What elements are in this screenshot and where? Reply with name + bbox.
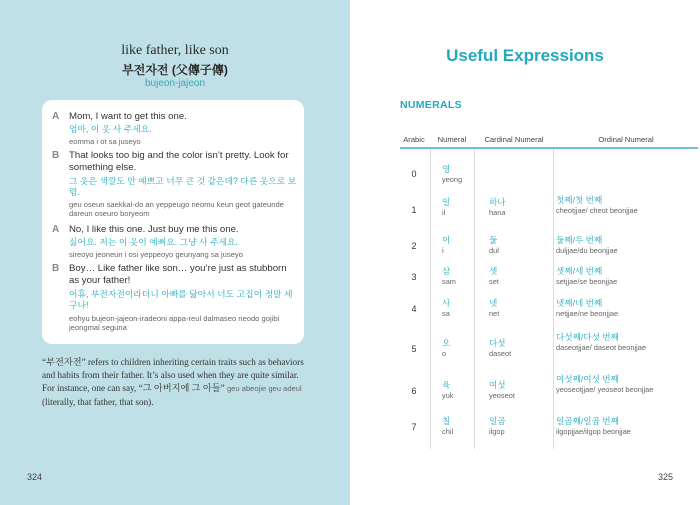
speaker-label: A xyxy=(52,111,60,122)
numeral-korean: 칠 xyxy=(442,416,451,426)
dialogue-roman: eohyu bujeon-jajeon-iradeoni appa-reul dalmaseo neodo gojibi jeongmal seguna xyxy=(69,314,280,332)
column-header-cardinal: Cardinal Numeral xyxy=(484,135,544,144)
column-header-ordinal: Ordinal Numeral xyxy=(598,135,654,144)
ordinal-korean: 첫째/첫 번째 xyxy=(556,195,603,205)
dialogue-card xyxy=(42,100,304,344)
explanation-text: “부전자전” refers to children inheriting certain traits such as behaviors and habits from their father. It’s also used when they are quite similar. For instance, one can say, “그 아버지에 그 아들” xyxy=(42,357,304,394)
right-page xyxy=(350,0,700,505)
dialogue-english: No, I like this one. Just buy me this one. xyxy=(69,224,239,235)
column-divider xyxy=(553,149,554,449)
column-header-arabic: Arabic xyxy=(403,135,425,144)
page-number-right: 325 xyxy=(657,472,673,482)
dialogue-english: Mom, I want to get this one. xyxy=(69,111,187,122)
dialogue-korean: 싫어요. 저는 이 옷이 예뻐요. 그냥 사 주세요. xyxy=(69,237,238,247)
cardinal-roman: ilgop xyxy=(489,427,505,436)
explanation-roman: geu abeojie geu adeul xyxy=(226,384,302,394)
page-number-left: 324 xyxy=(27,472,43,482)
ordinal-korean: 넷째/네 번째 xyxy=(556,298,603,308)
ordinal-roman: daseotjjae/ daseot beonjjae xyxy=(556,343,646,352)
cardinal-roman: daseot xyxy=(489,349,512,358)
column-divider xyxy=(430,149,431,449)
numeral-roman: chil xyxy=(442,427,454,436)
numeral-korean: 이 xyxy=(442,235,451,245)
column-divider xyxy=(474,149,475,449)
ordinal-korean: 일곱째/일곱 번째 xyxy=(556,416,619,426)
arabic-cell: 0 xyxy=(411,169,417,179)
idiom-title: like father, like son xyxy=(121,43,229,58)
dialogue-korean: 엄마, 이 옷 사 주세요. xyxy=(69,124,152,134)
numeral-korean: 영 xyxy=(442,164,451,174)
arabic-cell: 2 xyxy=(411,241,417,251)
column-header-numeral: Numeral xyxy=(437,135,467,144)
numeral-roman: o xyxy=(442,349,447,358)
ordinal-korean: 셋째/세 번째 xyxy=(556,266,603,276)
explanation-text-end: (literally, that father, that son). xyxy=(42,396,154,407)
numeral-korean: 육 xyxy=(442,380,451,390)
ordinal-korean: 둘째/두 번째 xyxy=(556,235,603,245)
cardinal-korean: 여섯 xyxy=(489,380,506,390)
cardinal-roman: set xyxy=(489,277,499,286)
dialogue-english: That looks too big and the color isn’t pretty. Look for something else. xyxy=(69,150,289,173)
cardinal-korean: 둘 xyxy=(489,235,498,245)
numeral-roman: yuk xyxy=(442,391,454,400)
dialogue-roman: sireoyo jeoneun i osi yeppeoyo geunyang sa juseyo xyxy=(69,250,243,259)
section-heading: NUMERALS xyxy=(400,99,462,111)
arabic-cell: 1 xyxy=(411,205,417,215)
numeral-korean: 삼 xyxy=(442,266,451,276)
numeral-korean: 오 xyxy=(442,338,451,348)
idiom-title-roman: bujeon-jajeon xyxy=(144,78,206,89)
speaker-label: B xyxy=(52,150,60,161)
ordinal-roman: ilgopjjae/ilgop beonjjae xyxy=(556,427,631,436)
ordinal-roman: cheotjjae/ cheot beonjjae xyxy=(556,206,638,215)
ordinal-roman: yeoseotjjae/ yeoseot beonjjae xyxy=(556,385,654,394)
numeral-roman: sa xyxy=(442,309,450,318)
numeral-roman: i xyxy=(442,246,444,255)
cardinal-roman: net xyxy=(489,309,500,318)
cardinal-korean: 넷 xyxy=(489,298,498,308)
arabic-cell: 4 xyxy=(411,304,417,314)
cardinal-korean: 다섯 xyxy=(489,338,506,348)
cardinal-korean: 일곱 xyxy=(489,416,506,426)
numeral-roman: il xyxy=(442,208,446,217)
numeral-roman: sam xyxy=(442,277,456,286)
idiom-title-korean: 부전자전 (父傳子傳) xyxy=(122,63,228,77)
ordinal-korean: 다섯째/다섯 번째 xyxy=(556,332,619,342)
page-title: Useful Expressions xyxy=(446,46,604,65)
numeral-korean: 사 xyxy=(442,298,451,308)
arabic-cell: 7 xyxy=(411,422,417,432)
speaker-label: A xyxy=(52,224,60,235)
speaker-label: B xyxy=(52,263,60,274)
dialogue-roman: geu oseun saekkal-do an yeppeugo neomu keun geot gateunde dareun oseuro boryeom xyxy=(69,200,284,218)
header-rule xyxy=(400,147,698,149)
ordinal-roman: setjjae/se beonjjae xyxy=(556,277,618,286)
ordinal-korean: 여섯째/여섯 번째 xyxy=(556,374,619,384)
cardinal-roman: dul xyxy=(489,246,499,255)
dialogue-english: Boy… Like father like son… you’re just as stubborn as your father! xyxy=(69,263,287,286)
arabic-cell: 6 xyxy=(411,386,417,396)
numeral-korean: 일 xyxy=(442,197,451,207)
cardinal-korean: 셋 xyxy=(489,266,498,276)
arabic-cell: 3 xyxy=(411,272,417,282)
idiom-explanation xyxy=(42,356,307,409)
arabic-cell: 5 xyxy=(411,344,417,354)
ordinal-roman: duljjae/du beonjjae xyxy=(556,246,618,255)
cardinal-korean: 하나 xyxy=(489,197,506,207)
numeral-roman: yeong xyxy=(442,175,463,184)
dialogue-korean: 그 옷은 색깔도 안 예쁘고 너무 큰 것 같은데? 다른 옷으로 보렴. xyxy=(69,176,297,197)
cardinal-roman: hana xyxy=(489,208,506,217)
cardinal-roman: yeoseot xyxy=(489,391,515,400)
dialogue-korean: 어휴, 부전자전이라더니 아빠를 닮아서 너도 고집이 정말 세구나! xyxy=(69,289,293,310)
dialogue-roman: eomma i ot sa juseyo xyxy=(69,137,141,146)
ordinal-roman: netjjae/ne beonjjae xyxy=(556,309,619,318)
